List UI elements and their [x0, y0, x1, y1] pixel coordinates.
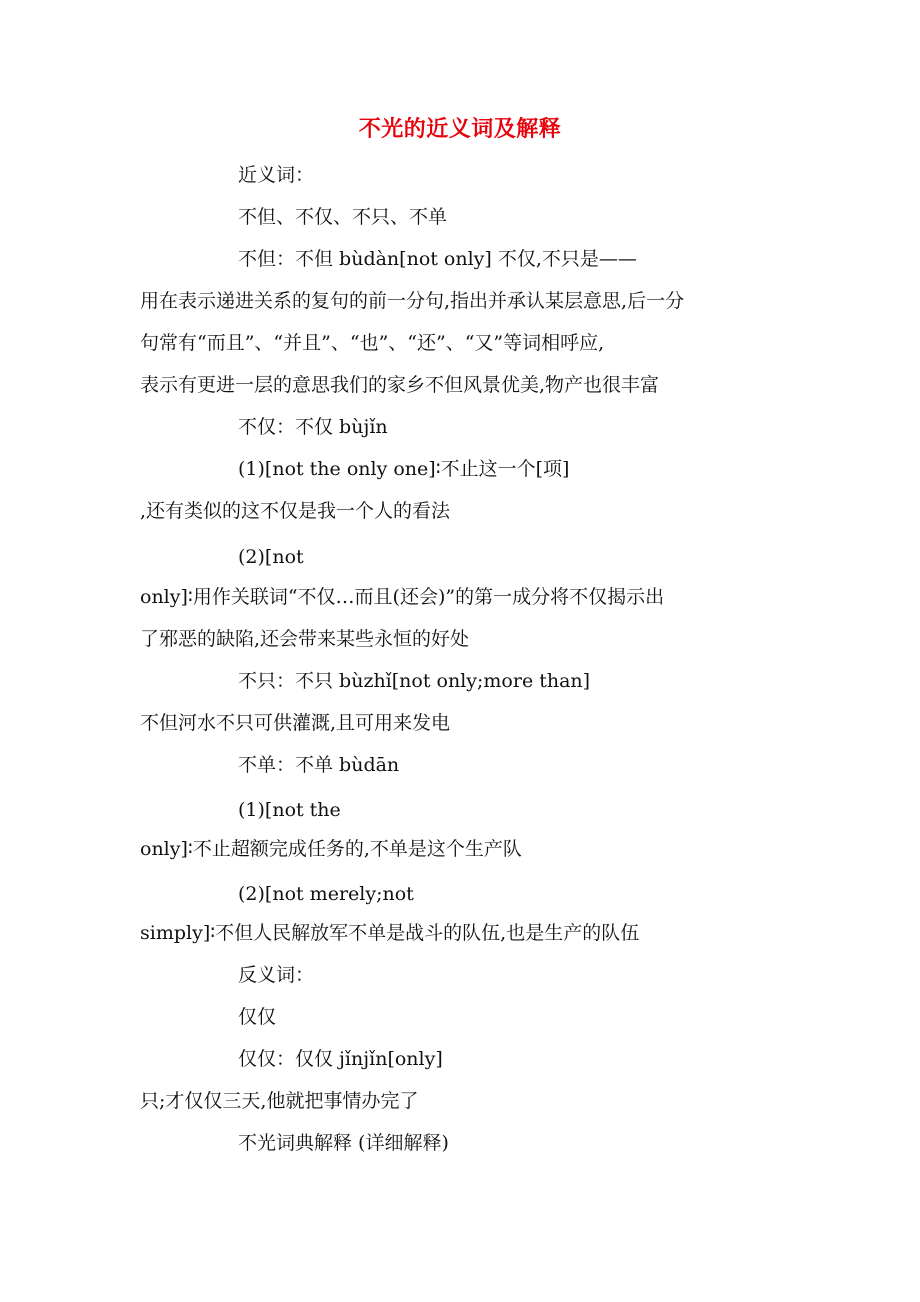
text-line: (1)[not the only one]∶不止这一个[项]	[238, 458, 570, 480]
text-line: 了邪恶的缺陷,还会带来某些永恒的好处	[140, 628, 470, 650]
text-line: 不仅：不仅 bùjǐn	[238, 416, 388, 438]
text-line: 不光词典解释 (详细解释)	[238, 1132, 449, 1154]
text-line: 仅仅	[238, 1006, 277, 1028]
text-line: 句常有“而且”、“并且”、“也”、“还”、“又”等词相呼应,	[140, 332, 605, 354]
text-line: 反义词：	[238, 964, 315, 986]
text-line: (2)[not merely;not	[238, 883, 414, 905]
text-line: 只;才仅仅三天,他就把事情办完了	[140, 1090, 419, 1112]
text-line: simply]∶不但人民解放军不单是战斗的队伍,也是生产的队伍	[140, 922, 640, 944]
text-line: (2)[not	[238, 546, 304, 568]
text-line: only]∶用作关联词“不仅…而且(还会)”的第一成分将不仅揭示出	[140, 586, 665, 608]
text-line: 用在表示递进关系的复句的前一分句,指出并承认某层意思,后一分	[140, 290, 685, 312]
text-line: ,还有类似的这不仅是我一个人的看法	[140, 500, 451, 522]
text-line: 不但、不仅、不只、不单	[238, 206, 448, 228]
text-line: 不但河水不只可供灌溉,且可用来发电	[140, 712, 451, 734]
document-title: 不光的近义词及解释	[358, 116, 562, 142]
text-line: only]∶不止超额完成任务的,不单是这个生产队	[140, 838, 522, 860]
text-line: 近义词：	[238, 164, 315, 186]
text-line: 表示有更进一层的意思我们的家乡不但风景优美,物产也很丰富	[140, 374, 660, 396]
text-line: 不只：不只 bùzhǐ[not only;more than]	[238, 670, 591, 692]
text-line: 仅仅：仅仅 jǐnjǐn[only]	[238, 1048, 443, 1070]
text-line: 不单：不单 bùdān	[238, 754, 400, 776]
text-line: 不但：不但 bùdàn[not only] 不仅,不只是——	[238, 248, 637, 270]
text-line: (1)[not the	[238, 799, 341, 821]
